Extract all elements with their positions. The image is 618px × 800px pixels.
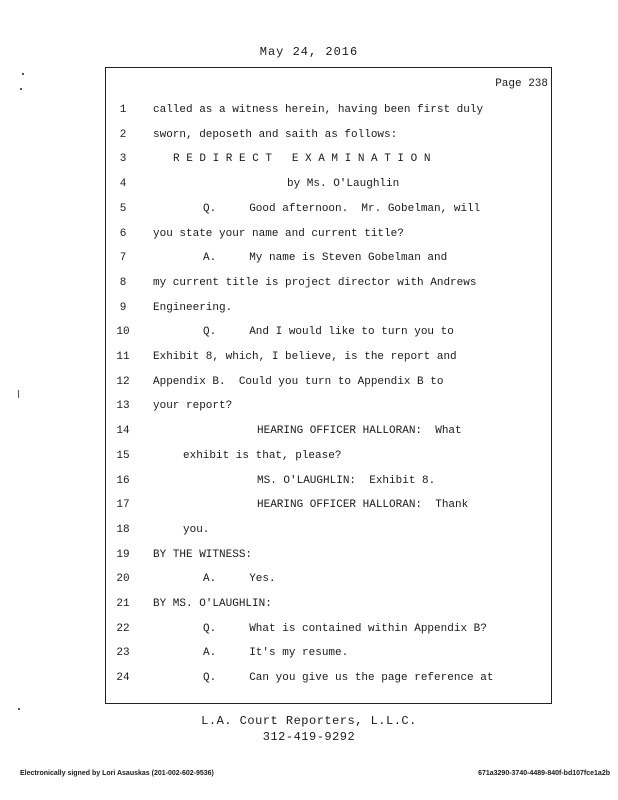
line-number: 1 [119, 104, 127, 116]
line-text: HEARING OFFICER HALLORAN: What [257, 425, 462, 438]
line-number: 7 [119, 252, 127, 265]
scan-speck [20, 88, 22, 90]
line-number: 11 [116, 351, 130, 363]
line-text: Q. What is contained within Appendix B? [203, 622, 487, 635]
transcript-line [111, 643, 548, 663]
line-number: 8 [119, 276, 127, 289]
transcript-line [111, 520, 548, 540]
line-text: MS. O'LAUGHLIN: Exhibit 8. [257, 474, 436, 487]
transcript-line [111, 446, 548, 466]
line-text: Engineering. [153, 301, 233, 314]
line-number: 9 [119, 301, 127, 314]
line-number: 20 [116, 573, 130, 586]
transcript-line [111, 372, 548, 392]
line-text: BY THE WITNESS: [153, 548, 253, 561]
line-number: 24 [116, 672, 130, 685]
transcript-line [111, 248, 548, 268]
line-number: 23 [116, 647, 130, 660]
transcript-line [111, 396, 548, 416]
line-text: exhibit is that, please? [183, 449, 342, 462]
transcript-line [111, 100, 548, 120]
line-text: you. [183, 523, 210, 536]
line-number: 19 [116, 548, 130, 561]
line-text: Appendix B. Could you turn to Appendix B to [153, 375, 444, 388]
transcript-line [111, 174, 548, 194]
scan-speck [22, 73, 24, 75]
line-text: your report? [153, 400, 233, 413]
electronic-signature-note: Electronically signed by Lori Asauskas (201-002-602-9536) [20, 770, 214, 777]
line-number: 4 [119, 178, 127, 191]
line-text: Q. Can you give us the page reference at [203, 672, 494, 685]
line-number: 6 [119, 227, 127, 240]
transcript-line [111, 224, 548, 244]
line-text: you state your name and current title? [153, 227, 404, 240]
transcript-line [111, 594, 548, 614]
line-number: 2 [119, 128, 127, 141]
page-number: Page 238 [495, 78, 548, 90]
line-text: BY MS. O'LAUGHLIN: [153, 598, 272, 610]
line-number: 16 [116, 474, 130, 487]
line-text: sworn, deposeth and saith as follows: [153, 128, 398, 141]
line-text: my current title is project director with Andrews [153, 276, 477, 289]
line-number: 3 [119, 153, 127, 166]
transcript-line [111, 495, 548, 515]
line-number: 14 [116, 425, 130, 438]
scan-speck [18, 390, 19, 398]
line-number: 12 [116, 375, 130, 388]
line-number: 21 [116, 598, 130, 610]
line-text: A. Yes. [203, 573, 276, 586]
line-text: R E D I R E C T E X A M I N A T I O N [173, 153, 431, 166]
transcript-line [111, 149, 548, 169]
line-text: called as a witness herein, having been first duly [153, 104, 484, 116]
scan-speck [18, 708, 20, 710]
document-id: 671a3290-3740-4489-840f-bd107fce1a2b [478, 770, 610, 777]
line-text: Q. And I would like to turn you to [203, 326, 454, 339]
line-number: 17 [116, 499, 130, 512]
transcript-line [111, 545, 548, 565]
line-text: by Ms. O'Laughlin [287, 178, 400, 191]
transcript-line [111, 347, 548, 367]
footer-phone: 312-419-9292 [262, 730, 356, 744]
line-number: 10 [116, 326, 130, 339]
transcript-line [111, 298, 548, 318]
transcript-line [111, 125, 548, 145]
line-number: 13 [116, 400, 130, 413]
line-number: 18 [116, 523, 130, 536]
transcript-line [111, 273, 548, 293]
transcript-line [111, 569, 548, 589]
transcript-line [111, 322, 548, 342]
line-text: Exhibit 8, which, I believe, is the report and [153, 351, 457, 363]
transcript-line [111, 199, 548, 219]
transcript-line [111, 471, 548, 491]
header-date: May 24, 2016 [259, 45, 359, 59]
transcript-line [111, 668, 548, 688]
transcript-line [111, 619, 548, 639]
line-text: HEARING OFFICER HALLORAN: Thank [257, 499, 469, 512]
line-number: 5 [119, 202, 127, 215]
line-text: Q. Good afternoon. Mr. Gobelman, will [203, 202, 481, 215]
transcript-line [111, 421, 548, 441]
line-number: 22 [116, 622, 130, 635]
line-text: A. My name is Steven Gobelman and [203, 252, 448, 265]
line-text: A. It's my resume. [203, 647, 349, 660]
footer-company: L.A. Court Reporters, L.L.C. [201, 714, 417, 728]
line-number: 15 [116, 449, 130, 462]
